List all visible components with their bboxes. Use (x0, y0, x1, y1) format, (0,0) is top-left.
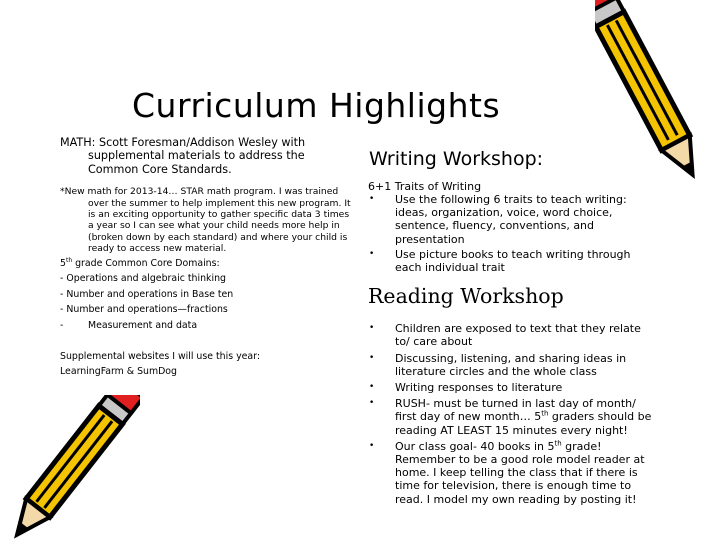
reading-bullet-text-cont: graders should be reading AT LEAST 15 minutes every night! (395, 410, 652, 437)
domains-title-text: grade Common Core Domains: (72, 257, 220, 269)
domain-item (60, 273, 356, 285)
domains-grade-suffix: th (65, 256, 73, 264)
bullet-icon: • (369, 352, 375, 363)
traits-title: 6+1 Traits of Writing (368, 180, 482, 193)
reading-workshop-heading: Reading Workshop (368, 284, 564, 309)
bullet-icon: • (369, 323, 375, 334)
domain-item (60, 320, 356, 332)
reading-bullet-text: Writing responses to literature (395, 381, 563, 395)
websites-list: LearningFarm & SumDog (60, 366, 177, 378)
writing-bullet-list (368, 193, 658, 274)
domain-text: Measurement and data (88, 320, 198, 332)
ordinal-suffix: th (541, 409, 549, 418)
domain-dash: - (60, 273, 64, 285)
workshops-column (368, 148, 658, 509)
domain-text: Number and operations—fractions (63, 304, 228, 316)
writing-bullet-text: Use the following 6 traits to teach writing: ideas, organization, voice, word choice, sentence, fluency, conventions, and presentation (395, 193, 627, 246)
reading-bullet-text: Children are exposed to text that they relate to/ care about (395, 322, 641, 349)
bullet-icon: • (369, 382, 375, 393)
list-item (368, 322, 658, 348)
reading-bullet-text: Our class goal- 40 books in 5 (395, 439, 555, 453)
domains-grade: 5 (60, 257, 66, 269)
domains-title (60, 258, 356, 270)
websites-label: Supplemental websites I will use this year: (60, 350, 260, 362)
math-column (60, 136, 356, 382)
list-item (368, 440, 658, 506)
math-intro: MATH: Scott Foresman/Addison Wesley with supplemental materials to address the Common Core Standards. (60, 136, 306, 176)
bullet-icon: • (369, 398, 375, 409)
reading-bullet-text-cont: grade! Remember to be a good role model reader at home. I keep telling the class that if there is time for television, there is enough time to read. I model my own reading by posting it! (395, 439, 645, 506)
list-item (368, 352, 658, 378)
bullet-icon: • (369, 248, 375, 259)
domain-text: Number and operations in Base ten (63, 288, 234, 300)
reading-bullet-text: Discussing, listening, and sharing ideas in literature circles and the whole class (395, 351, 627, 378)
writing-bullet-text: Use picture books to teach writing through each individual trait (395, 247, 631, 275)
list-item (368, 248, 658, 274)
domain-item (60, 304, 356, 316)
domain-dash: - (60, 304, 64, 316)
list-item (368, 193, 658, 246)
pencil-clipart-bottom-left-icon (0, 395, 140, 540)
bullet-icon: • (369, 440, 375, 451)
list-item (368, 397, 658, 437)
reading-bullet-list (368, 322, 658, 506)
reading-bullet-text: RUSH- must be turned in last day of month/ first day of new month… 5 (395, 397, 636, 424)
ordinal-suffix: th (554, 439, 562, 448)
page-title: Curriculum Highlights (132, 86, 501, 125)
writing-workshop-heading: Writing Workshop: (369, 148, 544, 170)
supplemental-websites (60, 351, 356, 378)
domain-text: Operations and algebraic thinking (63, 273, 226, 285)
list-item (368, 381, 658, 394)
domain-dash: - (60, 288, 64, 300)
new-math-note: *New math for 2013-14… STAR math program. I was trained over the summer to help implement this new program. It is an exciting opportunity to gather specific data 3 times a year so I can see what your child needs more help in (broken down by each standard) and where your child is ready to access new material. (60, 186, 351, 255)
bullet-icon: • (369, 194, 375, 204)
domain-item (60, 289, 356, 301)
domain-dash: - (60, 320, 64, 332)
